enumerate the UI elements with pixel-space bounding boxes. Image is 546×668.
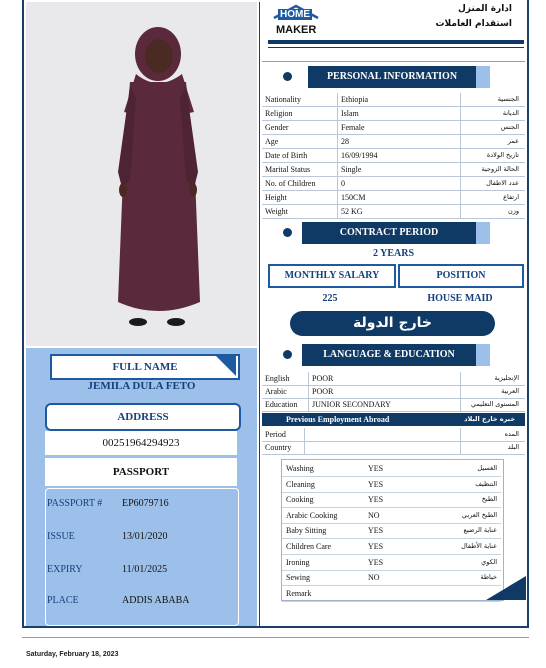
brand-arabic-1: ادارة المنزل	[458, 4, 512, 14]
column-divider	[308, 372, 309, 385]
personal-value: Ethiopia	[341, 95, 369, 104]
personal-label-ar: الجنسية	[497, 95, 519, 103]
employment-label: Period	[265, 430, 286, 439]
language-label: Education	[265, 400, 298, 409]
skills-corner	[486, 576, 526, 600]
salary-value: 225	[322, 293, 338, 304]
skill-label-ar: عناية الأطفال	[461, 542, 497, 550]
column-divider	[460, 177, 461, 190]
skill-label-ar: الطبخ العربي	[461, 510, 497, 519]
column-divider	[337, 121, 338, 134]
contract-period: 2 YEARS	[372, 248, 415, 259]
personal-label: No. of Children	[265, 179, 316, 188]
personal-value: 16/09/1994	[341, 151, 378, 160]
salary-label: MONTHLY SALARY	[284, 270, 380, 281]
personal-label-ar: وزن	[507, 207, 519, 215]
fullname-label: FULL NAME	[112, 361, 178, 373]
skill-row	[282, 492, 501, 508]
column-divider	[337, 191, 338, 204]
phone-value: 00251964294923	[102, 437, 180, 449]
column-divider	[460, 149, 461, 162]
phone-box	[45, 431, 237, 455]
personal-label-ar: الجنس	[500, 123, 519, 131]
column-divider	[460, 93, 461, 106]
skill-row	[282, 555, 501, 571]
fullname-label-box	[50, 354, 240, 380]
language-dot	[283, 350, 292, 359]
address-label: ADDRESS	[117, 411, 169, 423]
skill-label: Sewing	[286, 573, 310, 583]
skill-label-ar: الغسيل	[477, 464, 497, 472]
personal-label: Height	[265, 193, 287, 202]
page-right-border	[527, 0, 529, 628]
column-divider	[337, 149, 338, 162]
fullname-corner	[216, 356, 236, 376]
column-divider	[460, 191, 461, 204]
column-divider	[337, 107, 338, 120]
column-divider	[460, 163, 461, 176]
header-rule-thick	[268, 40, 524, 44]
language-row	[262, 385, 525, 399]
contract-header	[302, 222, 476, 244]
language-label-ar: العربية	[501, 387, 519, 395]
skill-label: Children Care	[286, 542, 332, 551]
expiry-value: 11/01/2025	[122, 564, 168, 575]
personal-value: Female	[341, 123, 365, 132]
contract-dot	[283, 228, 292, 237]
language-value: POOR	[312, 374, 334, 383]
abroad-banner-text: خارج الدولة	[353, 315, 432, 331]
page-left-border	[22, 0, 24, 628]
skill-row	[282, 477, 501, 493]
expiry-label: EXPIRY	[47, 564, 83, 575]
language-label: Arabic	[265, 387, 287, 396]
personal-label: Gender	[265, 123, 289, 132]
skill-value: NO	[368, 573, 380, 583]
passport-no-value: EP6079716	[122, 498, 169, 509]
column-divider	[337, 93, 338, 106]
employment-row	[262, 441, 525, 455]
personal-label-ar: تاريخ الولادة	[486, 151, 519, 159]
skill-label-ar: الطبخ	[481, 495, 497, 504]
employment-header	[262, 413, 525, 426]
fullname-value: JEMILA DULA FETO	[87, 380, 196, 392]
position-label: POSITION	[436, 270, 486, 281]
skill-value: YES	[368, 542, 384, 551]
personal-label: Marital Status	[265, 165, 311, 174]
personal-row	[262, 121, 525, 135]
candidate-photo	[26, 2, 257, 346]
column-divider	[460, 121, 461, 134]
employment-row	[262, 428, 525, 442]
language-row	[262, 398, 525, 412]
column-divider	[460, 428, 461, 441]
column-divider	[308, 385, 309, 398]
language-label-ar: المستوى التعليمي	[471, 400, 519, 408]
logo-maker-text: MAKER	[276, 24, 317, 36]
skill-label: Cooking	[286, 495, 314, 505]
personal-label-ar: الديانة	[502, 109, 519, 117]
skill-value: YES	[368, 479, 384, 489]
abroad-banner	[290, 311, 495, 336]
column-divider	[337, 163, 338, 176]
footer-rule	[22, 637, 529, 638]
column-divider	[460, 441, 461, 454]
column-divider	[304, 441, 305, 454]
contract-header-tail	[476, 222, 490, 244]
personal-header-tail	[476, 66, 490, 88]
personal-label: Date of Birth	[265, 151, 308, 160]
personal-header-text: PERSONAL INFORMATION	[326, 71, 458, 82]
personal-row	[262, 107, 525, 121]
right-panel-border	[259, 2, 260, 626]
column-divider	[460, 205, 461, 218]
skill-value: YES	[368, 464, 384, 473]
language-value: JUNIOR SECONDARY	[312, 400, 391, 409]
skill-row	[282, 570, 501, 586]
skill-label: Cleaning	[286, 479, 315, 489]
personal-value: 0	[341, 179, 345, 188]
skill-label-ar: الكوي	[481, 557, 497, 566]
skill-row	[282, 586, 501, 602]
issue-value: 13/01/2020	[122, 531, 168, 542]
personal-row	[262, 135, 525, 149]
column-divider	[460, 107, 461, 120]
personal-label-ar: عمر	[507, 137, 519, 145]
place-label: PLACE	[47, 595, 79, 606]
language-header-text: LANGUAGE & EDUCATION	[323, 349, 455, 360]
personal-row	[262, 177, 525, 191]
skill-row	[282, 508, 501, 524]
salary-label-box	[268, 264, 396, 288]
skill-label: Baby Sitting	[286, 526, 327, 536]
place-value: ADDIS ABABA	[122, 595, 190, 606]
employment-label-ar: المده	[504, 430, 519, 438]
personal-value: 52 KG	[341, 207, 363, 216]
skill-value: YES	[368, 526, 384, 536]
home-maker-logo	[270, 4, 322, 38]
footer-date: Saturday, February 18, 2023	[26, 651, 119, 658]
personal-label: Age	[265, 137, 279, 146]
personal-label: Religion	[265, 109, 293, 118]
skill-label-ar: التنظيف	[475, 479, 497, 488]
personal-row	[262, 163, 525, 177]
header-rule-bottom	[262, 61, 525, 62]
contract-header-text: CONTRACT PERIOD	[339, 227, 439, 238]
position-label-box	[398, 264, 524, 288]
passport-label: PASSPORT	[112, 466, 170, 478]
column-divider	[460, 372, 461, 385]
personal-value: 150CM	[341, 193, 366, 202]
personal-dot	[283, 72, 292, 81]
language-header	[302, 344, 476, 366]
skill-label: Washing	[286, 464, 314, 473]
passport-label-box	[45, 458, 237, 486]
logo-home-text: HOME	[280, 9, 310, 20]
employment-title: Previous Employment Abroad	[286, 415, 390, 424]
page-bottom-border	[22, 626, 529, 628]
skill-label: Arabic Cooking	[286, 510, 338, 520]
issue-label: ISSUE	[47, 531, 75, 542]
language-label: English	[265, 374, 290, 383]
column-divider	[460, 385, 461, 398]
column-divider	[337, 135, 338, 148]
column-divider	[337, 177, 338, 190]
personal-label: Nationality	[265, 95, 301, 104]
personal-value: 28	[341, 137, 349, 146]
personal-value: Single	[341, 165, 362, 174]
personal-row	[262, 205, 525, 219]
personal-value: Islam	[341, 109, 359, 118]
skill-row	[282, 461, 501, 477]
skill-value: YES	[368, 557, 384, 567]
column-divider	[304, 428, 305, 441]
column-divider	[460, 135, 461, 148]
skill-label-ar: عناية الرضيع	[463, 526, 497, 535]
skill-label: Ironing	[286, 557, 310, 567]
personal-label: Weight	[265, 207, 288, 216]
employment-label: Country	[265, 443, 292, 452]
skill-label: Remark	[286, 588, 312, 598]
employment-title-ar: خبره خارج البلاد	[464, 415, 515, 423]
skill-label-ar: خياطة	[480, 573, 497, 582]
skill-row	[282, 523, 501, 539]
address-label-box	[45, 403, 241, 431]
column-divider	[308, 398, 309, 411]
passport-no-label: PASSPORT #	[47, 498, 103, 509]
language-label-ar: الإنجليزية	[494, 374, 519, 382]
personal-row	[262, 149, 525, 163]
header-rule-thin	[268, 47, 524, 48]
language-header-tail	[476, 344, 490, 366]
skill-value: YES	[368, 495, 384, 505]
personal-label-ar: الحالة الزوجية	[481, 165, 519, 173]
column-divider	[337, 205, 338, 218]
personal-row	[262, 191, 525, 205]
employment-label-ar: البلد	[507, 443, 519, 451]
brand-arabic-2: استقدام العاملات	[435, 19, 512, 29]
language-row	[262, 372, 525, 386]
personal-row	[262, 93, 525, 107]
skill-value: NO	[368, 510, 380, 520]
personal-label-ar: ارتفاع	[503, 193, 519, 201]
skill-row	[282, 539, 501, 555]
personal-label-ar: عدد الاطفال	[486, 179, 519, 187]
personal-header	[308, 66, 476, 88]
language-value: POOR	[312, 387, 334, 396]
position-value: HOUSE MAID	[427, 293, 493, 304]
column-divider	[460, 398, 461, 411]
